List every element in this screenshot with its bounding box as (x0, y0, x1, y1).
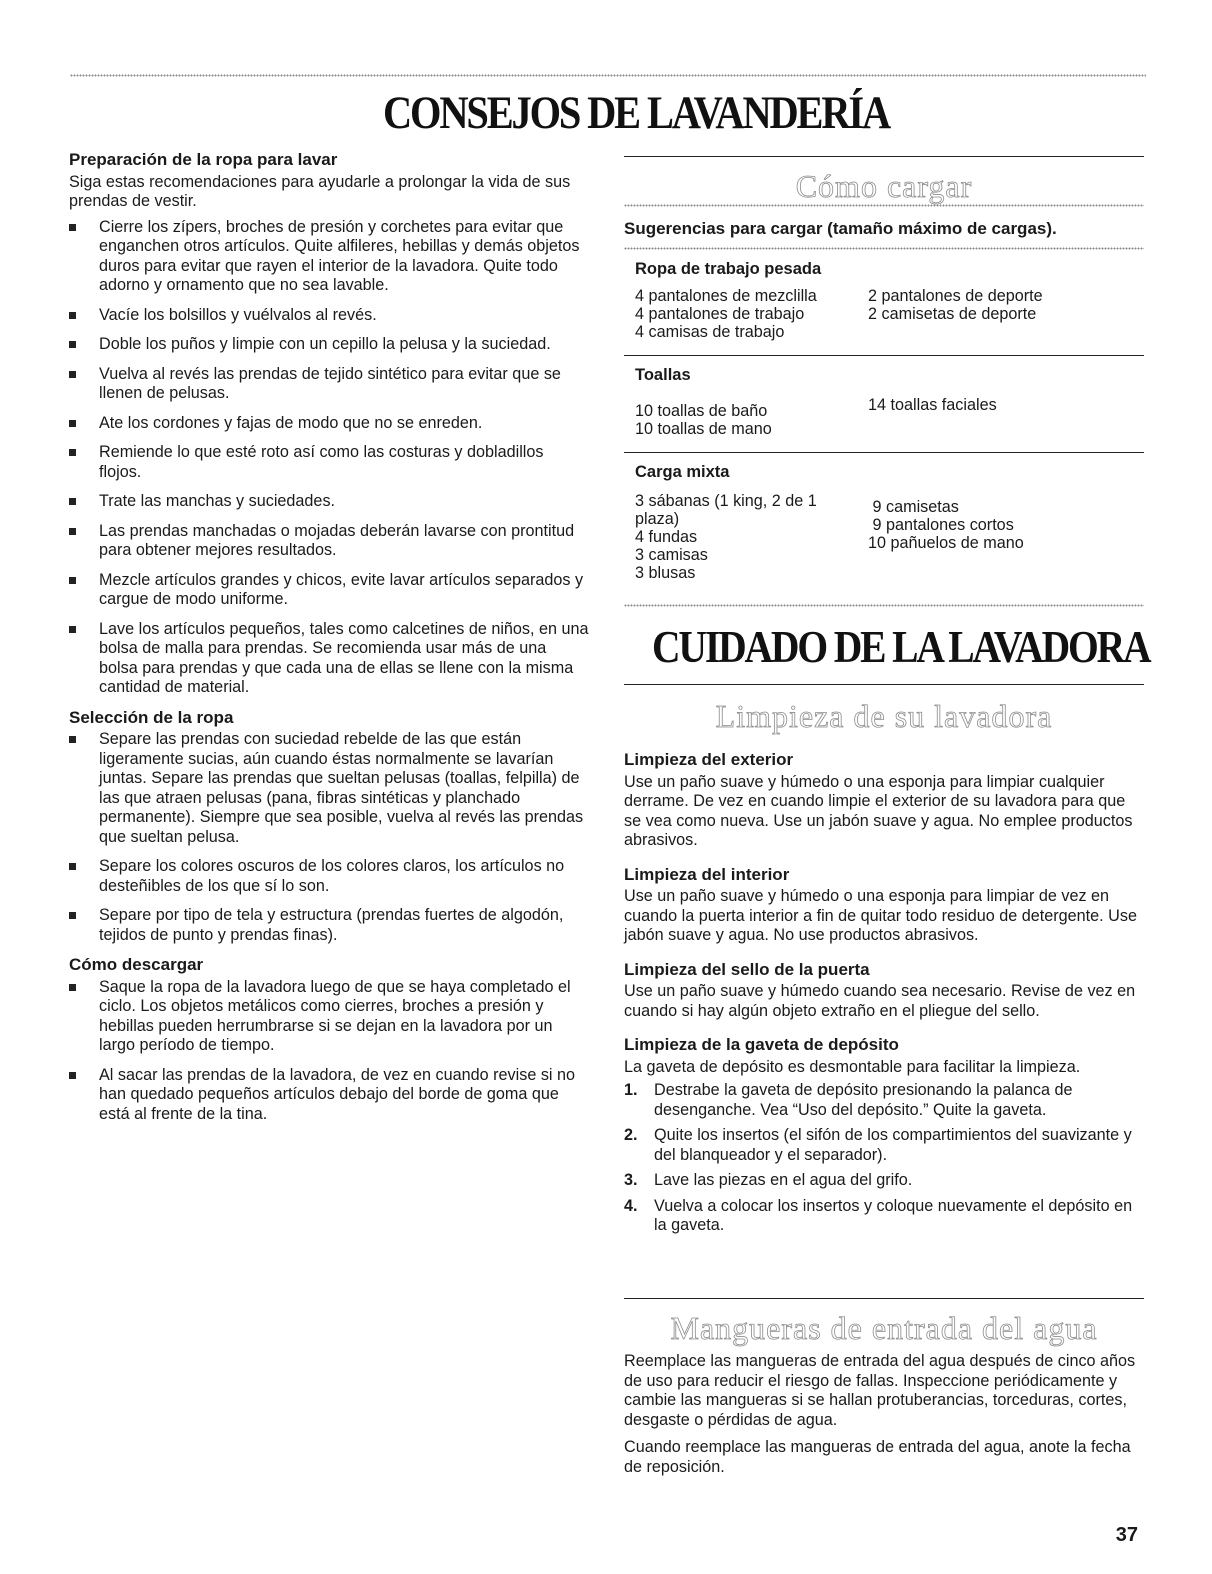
load-column-1: 4 pantalones de mezclilla 4 pantalones de trabajo 4 camisas de trabajo (635, 287, 817, 341)
load-category-towels (624, 366, 1144, 438)
seleccion-list (69, 730, 589, 945)
step-number: 1. (624, 1081, 638, 1099)
step-number: 4. (624, 1196, 638, 1215)
care-title: CUIDADO DE LA LAVADORA (652, 621, 1150, 672)
step-text: Lave las piezas en el agua del grifo. (654, 1171, 913, 1189)
seleccion-heading: Selección de la ropa (69, 707, 234, 727)
cargar-rule-2 (624, 452, 1144, 453)
cargar-top-rule (624, 156, 1144, 157)
list-item: Doble los puños y limpie con un cepillo la pelusa y la suciedad. (69, 335, 589, 355)
list-item: Separe los colores oscuros de los colores claros, los artículos no desteñibles de los que sí lo son. (69, 857, 589, 896)
care-dotted-rule (624, 604, 1144, 607)
care-rule (624, 684, 1144, 685)
load-category-heavy (624, 260, 1144, 342)
interior-heading: Limpieza del interior (624, 864, 790, 884)
load-column-1: 3 sábanas (1 king, 2 de 1 plaza) 4 fundas 3 camisas 3 blusas (635, 492, 817, 582)
list-item (624, 1197, 1146, 1236)
left-column (69, 150, 589, 1134)
gaveta-text: La gaveta de depósito es desmontable para facilitar la limpieza. (624, 1057, 1081, 1076)
list-item: Separe por tipo de tela y estructura (prendas fuertes de algodón, tejidos de punto y prendas finas). (69, 906, 589, 945)
cargar-sub-dotted-rule (624, 247, 1144, 250)
gaveta-heading: Limpieza de la gaveta de depósito (624, 1035, 899, 1054)
cargar-rule-1 (624, 355, 1144, 356)
gaveta-steps (624, 1081, 1146, 1236)
list-item: Vuelva al revés las prendas de tejido sintético para evitar que se llenen de pelusas. (69, 365, 589, 404)
mangueras-column (624, 1352, 1146, 1487)
page-title: CONSEJOS DE LAVANDERÍA (383, 87, 890, 139)
load-column-2: 14 toallas faciales (868, 395, 997, 414)
list-item: Las prendas manchadas o mojadas deberán lavarse con prontitud para obtener mejores resultados. (69, 522, 589, 561)
list-item: Cierre los zípers, broches de presión y corchetes para evitar que enganchen otros artículos. Quite alfileres, hebillas y demás objetos duros para evitar que rayen el interior de la lavadora. Quite todo adorno y ornamento que no sea lavable. (69, 218, 589, 296)
load-category-title: Carga mixta (635, 462, 730, 481)
top-dotted-rule (70, 74, 1146, 77)
descargar-list (69, 978, 589, 1125)
step-text: Vuelva a colocar los insertos y coloque nuevamente el depósito en la gaveta. (654, 1196, 1133, 1234)
exterior-heading: Limpieza del exterior (624, 750, 794, 769)
care-column (624, 750, 1146, 1242)
cargar-subheading: Sugerencias para cargar (tamaño máximo de cargas). (624, 219, 1057, 238)
mangueras-banner: Mangueras de entrada del agua (670, 1310, 1098, 1346)
step-number: 3. (624, 1171, 638, 1189)
prep-intro: Siga estas recomendaciones para ayudarle a prolongar la vida de sus prendas de vestir. (69, 172, 571, 210)
load-column-2: 2 pantalones de deporte 2 camisetas de deporte (868, 287, 1043, 323)
list-item: Vacíe los bolsillos y vuélvalos al revés. (69, 306, 589, 326)
list-item: Al sacar las prendas de la lavadora, de vez en cuando revise si no han quedado pequeños artículos debajo del borde de goma que está al frente de la tina. (69, 1066, 589, 1125)
step-text: Quite los insertos (el sifón de los compartimientos del suavizante y del blanqueador y el separador). (654, 1126, 1132, 1164)
list-item: Trate las manchas y suciedades. (69, 492, 589, 512)
exterior-text: Use un paño suave y húmedo o una esponja para limpiar cualquier derrame. De vez en cuando limpie el exterior de su lavadora para que se vea como nueva. Use un jabón suave y agua. No emplee productos abrasivos. (624, 772, 1133, 849)
prep-heading: Preparación de la ropa para lavar (69, 150, 338, 169)
interior-text: Use un paño suave y húmedo o una esponja para limpiar de vez en cuando la puerta interior a fin de quitar todo residuo de detergente. Use jabón suave y agua. No use productos abrasivos. (624, 887, 1137, 944)
load-category-title: Ropa de trabajo pesada (635, 259, 822, 278)
list-item (624, 1171, 1146, 1191)
list-item: Mezcle artículos grandes y chicos, evite lavar artículos separados y cargue de modo uniforme. (69, 571, 589, 610)
cargar-dotted-rule (624, 204, 1144, 207)
list-item: Separe las prendas con suciedad rebelde de las que están ligeramente sucias, aún cuando éstas normalmente se lavarían juntas. Separe las prendas que sueltan pelusas (toallas, felpilla) de las que atraen pelusas (pana, fibras sintéticas y planchado permanente). Siempre que sea posible, vuelva al revés las prendas que sueltan pelusa. (69, 730, 589, 847)
mangueras-text-2: Cuando reemplace las mangueras de entrada del agua, anote la fecha de reposición. (624, 1438, 1131, 1476)
list-item: Lave los artículos pequeños, tales como calcetines de niños, en una bolsa de malla para prendas. Se recomienda usar más de una bolsa para prendas y que cada una de ellas se llene con la misma cantidad de material. (69, 620, 589, 698)
list-item: Saque la ropa de la lavadora luego de que se haya completado el ciclo. Los objetos metálicos como cierres, broches a presión y hebillas pueden herrumbrarse si se dejan en la lavadora por un largo período de tiempo. (69, 978, 589, 1056)
step-number: 2. (624, 1126, 638, 1144)
load-category-mixed (624, 463, 1144, 583)
list-item: Ate los cordones y fajas de modo que no se enreden. (69, 414, 589, 434)
step-text: Destrabe la gaveta de depósito presionando la palanca de desenganche. Vea “Uso del depósito.” Quite la gaveta. (654, 1081, 1073, 1119)
list-item (624, 1081, 1146, 1120)
cargar-banner: Cómo cargar (795, 168, 973, 204)
load-category-title: Toallas (635, 366, 691, 384)
sello-text: Use un paño suave y húmedo cuando sea necesario. Revise de vez en cuando si hay algún objeto extraño en el pliegue del sello. (624, 982, 1136, 1020)
limpieza-banner: Limpieza de su lavadora (715, 698, 1053, 734)
load-column-2: 9 camisetas 9 pantalones cortos 10 pañuelos de mano (868, 498, 1024, 552)
descargar-heading: Cómo descargar (69, 955, 204, 974)
list-item (624, 1126, 1146, 1165)
prep-list (69, 218, 589, 698)
list-item: Remiende lo que esté roto así como las costuras y dobladillos flojos. (69, 443, 589, 482)
mangueras-text-1: Reemplace las mangueras de entrada del agua después de cinco años de uso para reducir el riesgo de fallas. Inspeccione periódicamente y cambie las mangueras si se hallan protuberancias, torceduras, cortes, desgaste o pérdidas de agua. (624, 1352, 1136, 1429)
mangueras-rule (624, 1298, 1144, 1299)
page-number: 37 (1115, 1524, 1138, 1546)
load-suggestions (624, 219, 1144, 582)
sello-heading: Limpieza del sello de la puerta (624, 959, 870, 979)
load-column-1: 10 toallas de baño 10 toallas de mano (635, 401, 772, 438)
